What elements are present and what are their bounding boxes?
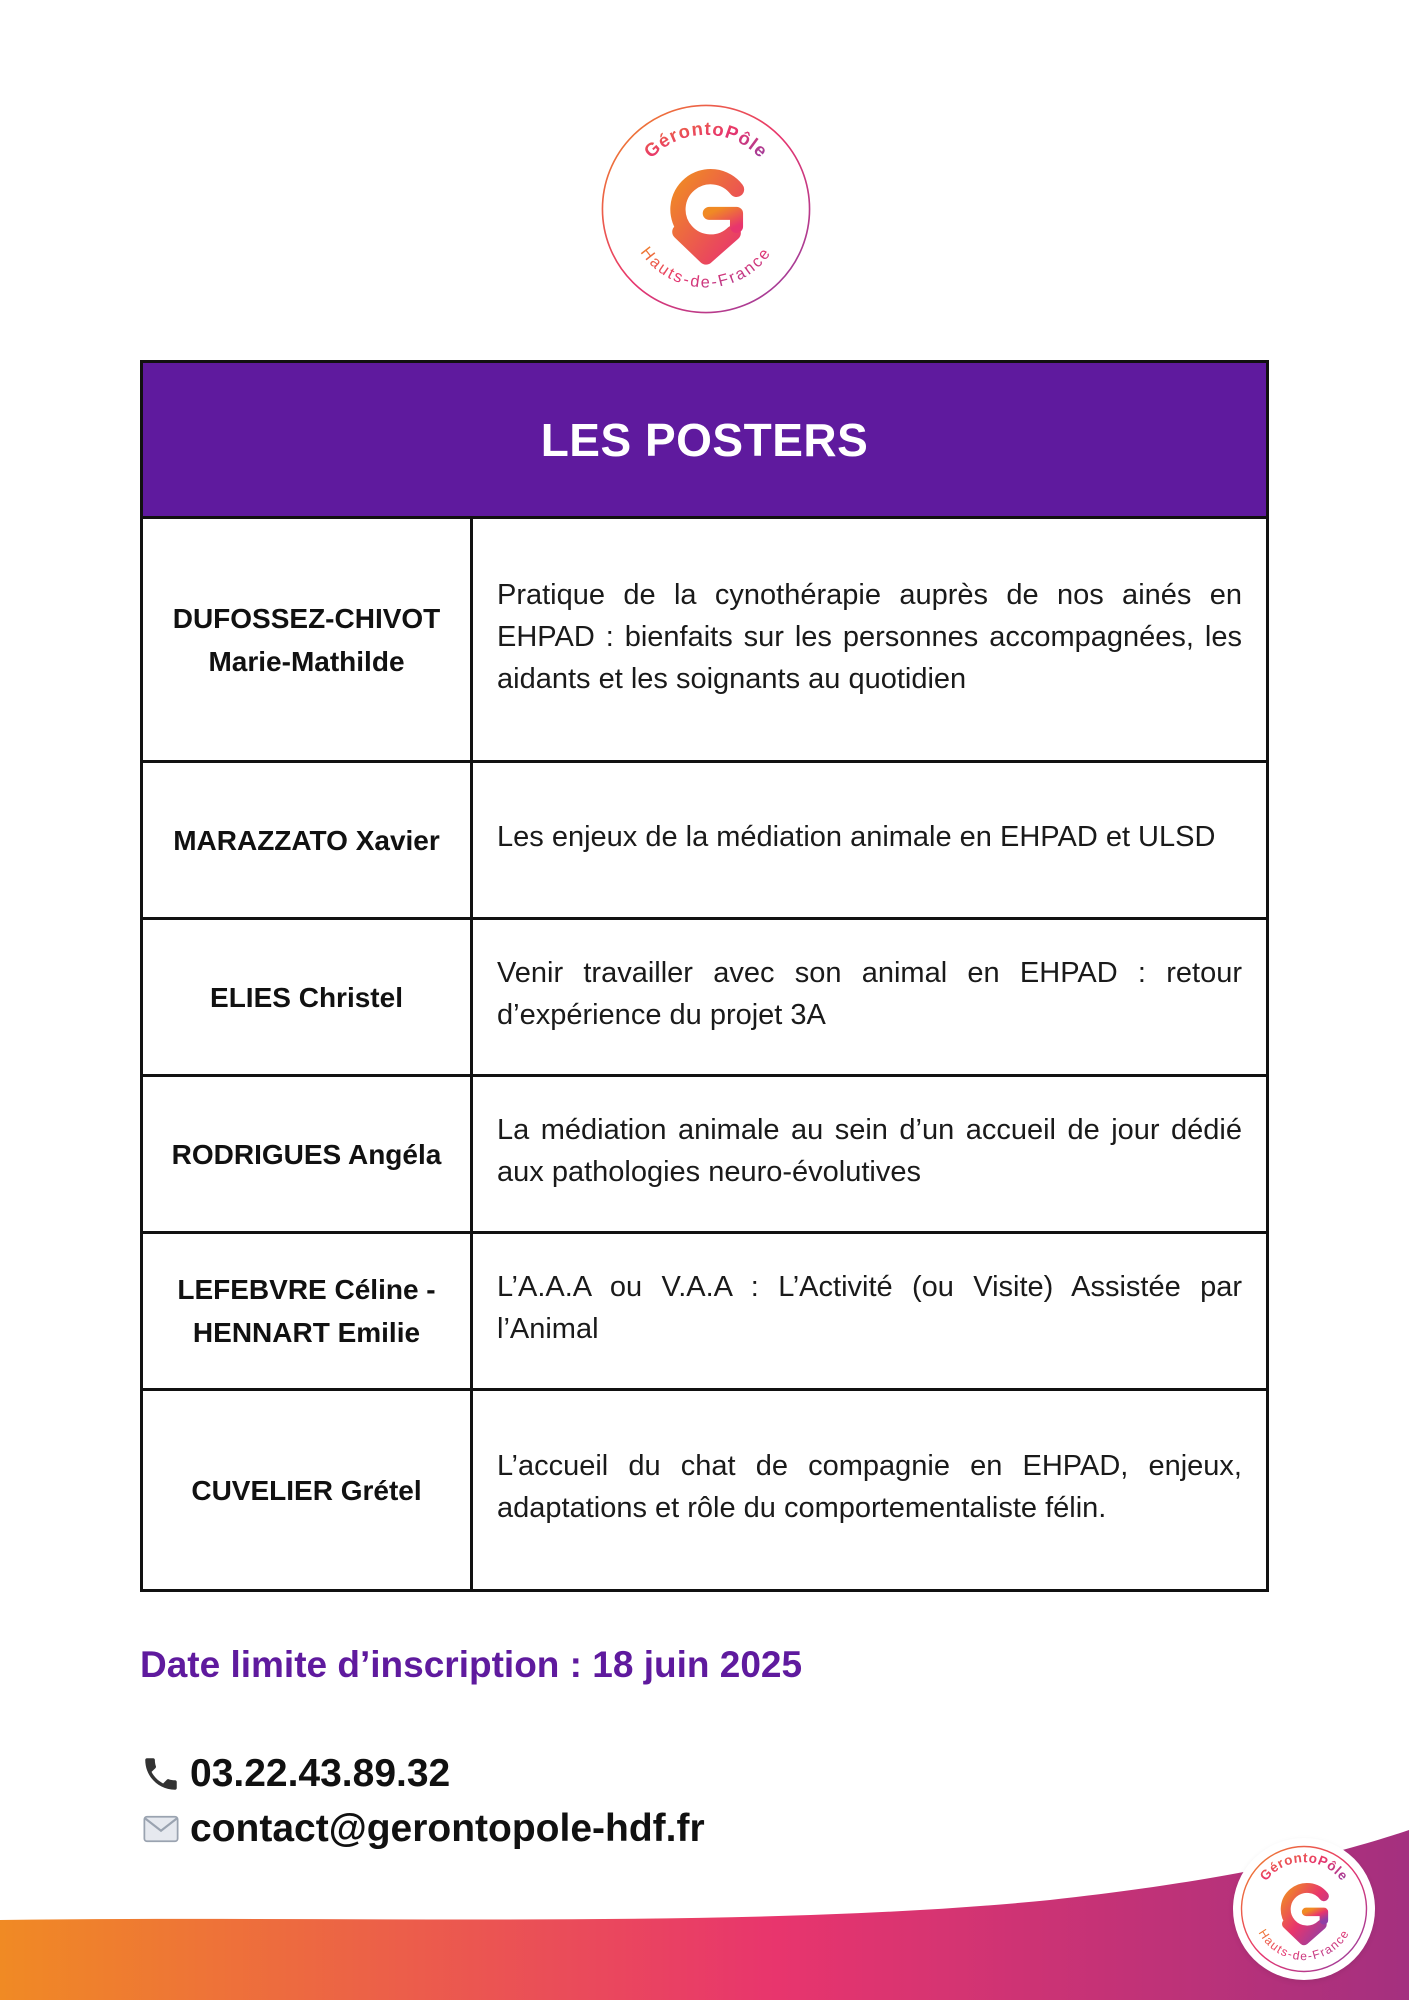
table-header-row	[142, 362, 1268, 518]
poster-title: Pratique de la cynothérapie auprès de nos ainés en EHPAD : bienfaits sur les personnes accompagnées, les aidants et les soignants au quotidien	[472, 518, 1268, 762]
posters-table	[140, 360, 1269, 1592]
table-row	[142, 1076, 1268, 1233]
svg-text:GérontoPôle: GérontoPôle	[639, 117, 773, 162]
gerontopole-logo	[597, 100, 815, 318]
presenter-name: ELIES Christel	[142, 919, 472, 1076]
presenter-name: DUFOSSEZ-CHIVOT Marie-Mathilde	[142, 518, 472, 762]
svg-text:Hauts-de-France: Hauts-de-France	[1255, 1926, 1353, 1964]
presenter-name: LEFEBVRE Céline - HENNART Emilie	[142, 1233, 472, 1390]
presenter-name: RODRIGUES Angéla	[142, 1076, 472, 1233]
table-row	[142, 518, 1268, 762]
table-row	[142, 919, 1268, 1076]
gerontopole-logo-small	[1233, 1838, 1375, 1980]
decorative-wave	[0, 1820, 1409, 2000]
table-row	[142, 1233, 1268, 1390]
poster-title: Venir travailler avec son animal en EHPAD : retour d’expérience du projet 3A	[472, 919, 1268, 1076]
table-title: LES POSTERS	[142, 362, 1268, 518]
phone-icon	[140, 1753, 182, 1795]
poster-title: L’accueil du chat de compagnie en EHPAD, enjeux, adaptations et rôle du comportementaliste félin.	[472, 1390, 1268, 1591]
presenter-name: MARAZZATO Xavier	[142, 762, 472, 919]
poster-title: Les enjeux de la médiation animale en EHPAD et ULSD	[472, 762, 1268, 919]
phone-contact	[140, 1752, 450, 1796]
poster-title: L’A.A.A ou V.A.A : L’Activité (ou Visite) Assistée par l’Animal	[472, 1233, 1268, 1390]
svg-text:Hauts-de-France: Hauts-de-France	[636, 243, 776, 292]
table-row	[142, 1390, 1268, 1591]
poster-title: La médiation animale au sein d’un accueil de jour dédié aux pathologies neuro-évolutives	[472, 1076, 1268, 1233]
email-address[interactable]: contact@gerontopole-hdf.fr	[190, 1807, 705, 1850]
table-row	[142, 762, 1268, 919]
svg-text:GérontoPôle: GérontoPôle	[1256, 1850, 1352, 1884]
phone-number[interactable]: 03.22.43.89.32	[190, 1752, 451, 1795]
registration-deadline: Date limite d’inscription : 18 juin 2025	[140, 1644, 803, 1685]
presenter-name: CUVELIER Grétel	[142, 1390, 472, 1591]
